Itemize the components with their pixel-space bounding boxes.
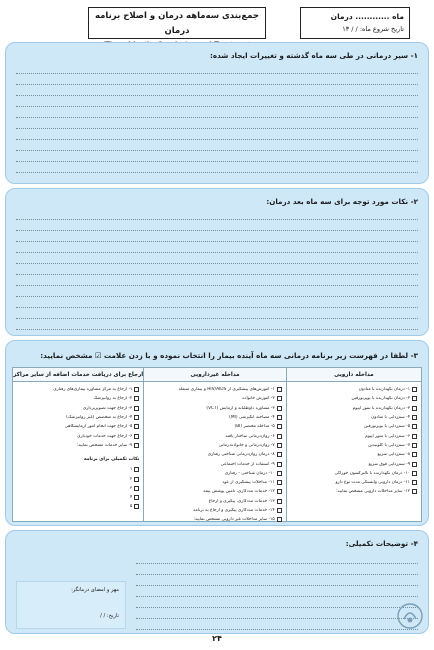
checkbox[interactable] xyxy=(277,462,282,467)
checkbox[interactable] xyxy=(134,415,139,420)
writing-line[interactable] xyxy=(16,74,418,85)
checklist-item-label: ۵- سم‌زدایی با بوپرنورفین xyxy=(364,424,410,430)
checklist-item[interactable] xyxy=(148,487,281,496)
checklist-item[interactable] xyxy=(148,506,281,515)
checkbox[interactable] xyxy=(277,434,282,439)
writing-line[interactable] xyxy=(16,308,418,319)
writing-line[interactable] xyxy=(136,619,418,630)
checklist-item-label: ۴- سم‌زدایی با متادون xyxy=(371,415,410,421)
section-2-writing-lines[interactable] xyxy=(16,209,418,330)
checklist-item-label: ۷- سایر خدمات مشخص نمایید: xyxy=(76,442,133,448)
checkbox[interactable] xyxy=(412,434,417,439)
checklist-item-label: ۵ xyxy=(130,504,133,510)
checklist-item[interactable] xyxy=(291,487,417,496)
writing-line[interactable] xyxy=(16,151,418,162)
checklist-item[interactable] xyxy=(17,465,139,474)
checklist-item[interactable] xyxy=(291,385,417,394)
checklist-item-label: ۳- مشاوره داوطلبانه و آزمایش (VCT) xyxy=(206,405,275,411)
checkbox[interactable] xyxy=(134,486,139,491)
writing-line[interactable] xyxy=(16,162,418,173)
referral-column xyxy=(13,368,143,521)
checkbox[interactable] xyxy=(277,424,282,429)
checklist-item-label: ۱۵- سایر مداخلات غیر دارویی مشخص نمایید: xyxy=(193,517,275,523)
checklist-item-label: ۴- مصاحبه انگیزشی (MI) xyxy=(229,415,275,421)
writing-line[interactable] xyxy=(16,118,418,129)
checklist-item-label: ۱۰- درمان شناختی - رفتاری xyxy=(224,470,275,476)
checkbox[interactable] xyxy=(277,387,282,392)
page-header xyxy=(0,4,434,40)
checkbox[interactable] xyxy=(277,499,282,504)
checklist-item-label: ۴- ارجاع به متخصص (غیر روانپزشک) xyxy=(66,415,133,421)
checklist-item[interactable] xyxy=(17,422,139,431)
writing-line[interactable] xyxy=(136,575,418,586)
checklist-item-label: ۱- ارجاع به مرکز مشاوره بیماری‌های رفتاری xyxy=(53,387,133,393)
column-header: ارجاع برای دریافت خدمات اضافه از سایر مراکز xyxy=(13,368,143,382)
checklist-item-label: ۱۱- درمان دارویی وابستگی مدت نوع دارو xyxy=(335,480,410,486)
checklist-item[interactable] xyxy=(291,450,417,459)
checklist-item[interactable] xyxy=(17,394,139,403)
checklist-item-label: ۱۴- خدمات مددکاری پیگیری و ارجاع به برنامه xyxy=(193,508,275,513)
writing-line[interactable] xyxy=(16,220,418,231)
checkbox[interactable] xyxy=(277,517,282,522)
checkbox[interactable] xyxy=(412,480,417,485)
section-1-writing-lines[interactable] xyxy=(16,63,418,173)
non-drug-intervention-column xyxy=(143,368,285,521)
checkbox[interactable] xyxy=(134,443,139,448)
checkbox[interactable] xyxy=(412,489,417,494)
non-drug-intervention-list xyxy=(144,382,285,524)
checklist-item-label: ۸- سم‌زدایی سریع xyxy=(377,452,410,458)
checklist-item[interactable] xyxy=(17,404,139,413)
checklist-item-label: ۳ xyxy=(130,485,133,491)
checkbox[interactable] xyxy=(277,415,282,420)
supplementary-notes-title: نکات تکمیلی برای برنامه xyxy=(83,457,140,463)
writing-line[interactable] xyxy=(136,597,418,608)
writing-line[interactable] xyxy=(16,275,418,286)
writing-line[interactable] xyxy=(16,253,418,264)
publisher-logo-icon xyxy=(397,603,423,629)
checklist-item[interactable] xyxy=(17,413,139,422)
checklist-item[interactable] xyxy=(17,484,139,493)
checklist-item-label: ۱۲- سایر مداخلات دارویی مشخص نمایید: xyxy=(336,489,410,495)
signature-label: مهر و امضای درمانگر: xyxy=(71,587,119,593)
checklist-item-label: ۲- درمان نگهدارنده با بوپرنورفین xyxy=(351,396,410,402)
checkbox[interactable] xyxy=(412,462,417,467)
checklist-item[interactable] xyxy=(148,497,281,506)
form-title-box xyxy=(88,7,266,39)
checklist-item-label: ۵- ارجاع جهت انجام امور آزمایشگاهی xyxy=(64,424,133,430)
writing-line[interactable] xyxy=(16,85,418,96)
checkbox[interactable] xyxy=(412,415,417,420)
checkbox[interactable] xyxy=(134,396,139,401)
page-number: ۲۴ xyxy=(212,634,222,643)
checkbox[interactable] xyxy=(134,424,139,429)
checkbox[interactable] xyxy=(134,434,139,439)
checklist-item[interactable] xyxy=(148,385,281,394)
checklist-item[interactable] xyxy=(291,441,417,450)
checklist-item[interactable] xyxy=(148,478,281,487)
writing-line[interactable] xyxy=(16,231,418,242)
checklist-item-label: ۱۲- خدمات مددکاری، تامین پوشش بیمه xyxy=(203,489,275,495)
checklist-item-label: ۹- سم‌زدایی فوق سریع xyxy=(368,461,410,467)
section-4-title: ۴- توضیحات تکمیلی: xyxy=(345,539,418,548)
supplementary-notes-list xyxy=(17,465,139,511)
checkbox[interactable] xyxy=(277,489,282,494)
checklist-item-label: ۷- سم‌زدایی با کلونیدین xyxy=(368,442,410,448)
writing-line[interactable] xyxy=(136,608,418,619)
signature-date-label: تاریخ: / / xyxy=(100,613,119,619)
checklist-item-label: ۶- ارجاع جهت خدمات خودیاری xyxy=(77,433,133,439)
checkbox[interactable] xyxy=(277,508,282,513)
checklist-item[interactable] xyxy=(148,431,281,440)
checklist-item-label: ۲- آموزش خانواده xyxy=(242,396,275,402)
writing-line[interactable] xyxy=(16,140,418,151)
checklist-item-label: ۳- ارجاع جهت تصویربرداری xyxy=(82,405,133,411)
checkbox[interactable] xyxy=(277,406,282,411)
drug-intervention-list xyxy=(287,382,421,497)
section-1-title: ۱- سیر درمانی در طی سه ماه گذشته و تغییرات ایجاد شده: xyxy=(209,51,418,60)
checklist-item[interactable] xyxy=(148,394,281,403)
checklist-item[interactable] xyxy=(291,469,417,478)
checklist-item[interactable] xyxy=(148,422,281,431)
writing-line[interactable] xyxy=(136,586,418,597)
section-2-panel xyxy=(5,188,429,336)
checklist-item[interactable] xyxy=(148,450,281,459)
writing-line[interactable] xyxy=(16,63,418,74)
checklist-item[interactable] xyxy=(148,459,281,468)
checkbox[interactable] xyxy=(412,452,417,457)
checkbox[interactable] xyxy=(277,452,282,457)
checkbox[interactable] xyxy=(412,387,417,392)
column-header: مداخله دارویی xyxy=(287,368,421,382)
checklist-item-label: ۶- سم‌زدایی با تنتور اپیوم xyxy=(365,433,410,439)
supplementary-notes xyxy=(13,450,143,511)
drug-intervention-column xyxy=(286,368,421,521)
section-3-panel xyxy=(5,340,429,526)
writing-line[interactable] xyxy=(16,107,418,118)
checkbox[interactable] xyxy=(134,387,139,392)
checklist-item-label: ۹- استفاده از خدمات اجتماعی xyxy=(220,461,275,467)
checklist-item[interactable] xyxy=(291,431,417,440)
checklist-item-label: ۴ xyxy=(130,495,133,501)
writing-line[interactable] xyxy=(16,286,418,297)
checkbox[interactable] xyxy=(134,504,139,509)
treatment-plan-table xyxy=(12,367,422,522)
checkbox[interactable] xyxy=(412,424,417,429)
checklist-item[interactable] xyxy=(148,469,281,478)
checklist-item-label: ۳- درمان نگهدارنده با تنتور اپیوم xyxy=(352,405,410,411)
checklist-item[interactable] xyxy=(291,404,417,413)
section-3-title: ۳- لطفا در فهرست زیر برنامه درمانی سه ماه آینده بیمار را انتخاب نموده و با زدن علامت ☑ مشخص نمایید: xyxy=(40,351,418,360)
checklist-item[interactable] xyxy=(291,459,417,468)
checklist-item[interactable] xyxy=(148,441,281,450)
checkbox[interactable] xyxy=(412,396,417,401)
checklist-item-label: ۲ xyxy=(130,476,133,482)
checklist-item-label: ۲- ارجاع به روانپزشک xyxy=(93,396,133,402)
checkbox[interactable] xyxy=(412,471,417,476)
checklist-item[interactable] xyxy=(17,385,139,394)
checklist-item[interactable] xyxy=(17,493,139,502)
checkbox[interactable] xyxy=(134,495,139,500)
checkbox[interactable] xyxy=(134,477,139,482)
checklist-item[interactable] xyxy=(291,422,417,431)
month-label[interactable]: ماه ............ درمان xyxy=(330,12,404,21)
checklist-item[interactable] xyxy=(291,478,417,487)
checklist-item-label: ۱۰- درمان نگهدارنده با نالترکسون خوراکی xyxy=(334,470,410,476)
checkbox[interactable] xyxy=(277,471,282,476)
writing-line[interactable] xyxy=(16,319,418,330)
section-4-writing-lines[interactable] xyxy=(136,553,418,630)
checklist-item[interactable] xyxy=(148,413,281,422)
writing-line[interactable] xyxy=(16,96,418,107)
checklist-item-label: ۷- روان‌درمانی و خانواده‌درمانی xyxy=(218,442,275,448)
checklist-item[interactable] xyxy=(148,404,281,413)
checkbox[interactable] xyxy=(412,406,417,411)
referral-list xyxy=(13,382,143,450)
form-title: جمع‌بندی سه‌ماهه درمان و اصلاح برنامه درمان xyxy=(94,11,260,36)
checklist-item-label: ۱- درمان نگهدارنده با متادون xyxy=(358,387,410,393)
writing-line[interactable] xyxy=(16,264,418,275)
writing-line[interactable] xyxy=(16,209,418,220)
checklist-item[interactable] xyxy=(17,431,139,440)
section-2-title: ۲- نکات مورد توجه برای سه ماه بعد درمان: xyxy=(266,197,418,206)
checklist-item[interactable] xyxy=(148,515,281,524)
checklist-item-label: ۸- درمان روان‌درمانی شناختی رفتاری xyxy=(207,452,275,458)
writing-line[interactable] xyxy=(136,564,418,575)
start-date-label[interactable]: تاریخ شروع ماه: / / ۱۳ xyxy=(342,25,404,33)
writing-line[interactable] xyxy=(136,553,418,564)
checklist-item[interactable] xyxy=(17,474,139,483)
checkbox[interactable] xyxy=(277,396,282,401)
checklist-item-label: ۶- روان‌درمانی ساختار یافته xyxy=(225,433,275,439)
checklist-item-label: ۵- مداخله مختصر (BI) xyxy=(234,424,275,430)
checklist-item[interactable] xyxy=(291,413,417,422)
column-header: مداخله غیردارویی xyxy=(144,368,285,382)
checkbox[interactable] xyxy=(134,406,139,411)
therapist-signature-box[interactable] xyxy=(16,581,126,629)
section-4-panel xyxy=(5,530,429,634)
checklist-item[interactable] xyxy=(17,502,139,511)
checkbox[interactable] xyxy=(277,480,282,485)
checklist-item-label: ۱- آموزش‌های پیشگیری از HIV/AIDS و بیماری منتقله xyxy=(178,387,275,393)
checklist-item[interactable] xyxy=(291,394,417,403)
month-info-box xyxy=(300,7,410,39)
checkbox[interactable] xyxy=(412,443,417,448)
checkbox[interactable] xyxy=(134,467,139,472)
writing-line[interactable] xyxy=(16,242,418,253)
checkbox[interactable] xyxy=(277,443,282,448)
checklist-item-label: ۱۳- خدمات مددکاری، پیگیری و ارجاع xyxy=(208,498,275,504)
section-1-panel xyxy=(5,42,429,184)
writing-line[interactable] xyxy=(16,297,418,308)
checklist-item[interactable] xyxy=(17,441,139,450)
checklist-item-label: ۱۱- مداخلات پیشگیری از عود xyxy=(222,480,275,486)
writing-line[interactable] xyxy=(16,129,418,140)
checklist-item-label: ۱ xyxy=(130,467,133,473)
